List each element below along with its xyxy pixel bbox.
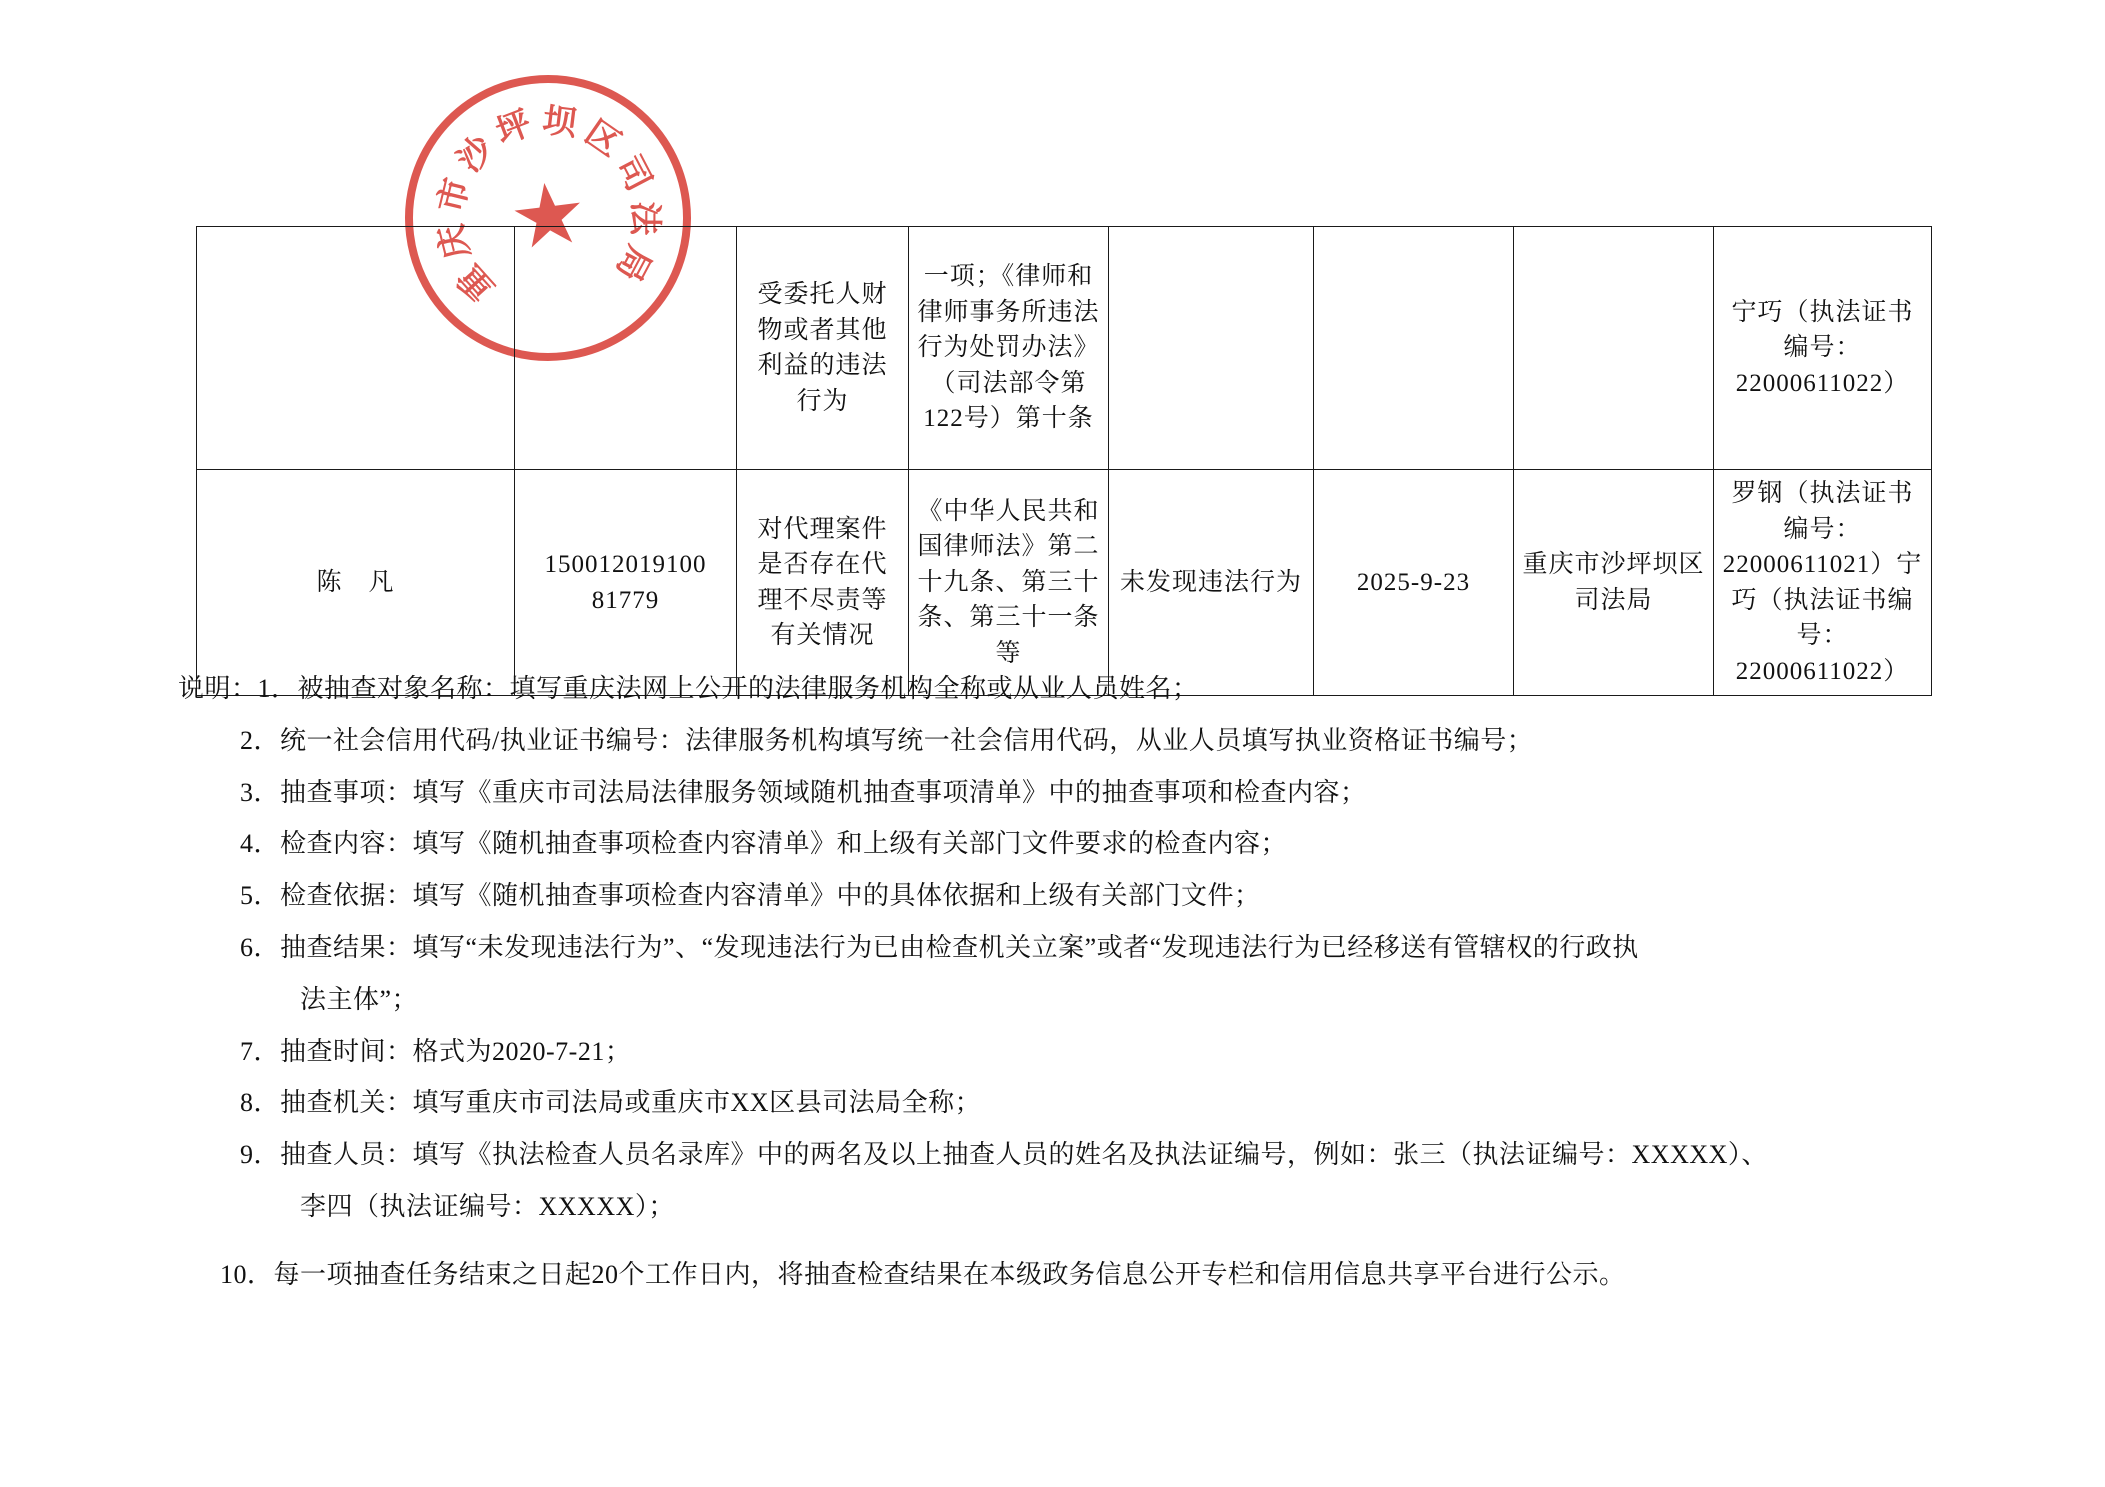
cell-date: 2025-9-23 [1314, 470, 1514, 696]
cell-code: 150012019100 81779 [515, 470, 737, 696]
note-number: 6． [240, 932, 281, 962]
seal-char: 沙 [450, 129, 502, 180]
seal-char: 坝 [540, 102, 579, 144]
note-item [178, 827, 1938, 861]
note-number: 9． [240, 1140, 281, 1170]
note-item [178, 1258, 1938, 1292]
cell-inspectors: 罗钢（执法证书编号：22000611021）宁巧（执法证书编号：22000611022） [1714, 470, 1932, 696]
note-item [178, 931, 1938, 965]
note-text: 检查内容：填写《随机抽查事项检查内容清单》和上级有关部门文件要求的检查内容； [280, 829, 1288, 859]
cell-item: 受委托人财物或者其他利益的违法行为 [737, 227, 909, 470]
cell-result: 未发现违法行为 [1109, 470, 1314, 696]
cell-result [1109, 227, 1314, 470]
cell-name [197, 227, 515, 470]
seal-char: 坪 [491, 104, 537, 152]
note-item [178, 1138, 1938, 1172]
seal-char: 法 [625, 201, 663, 236]
note-text: 法主体”； [300, 984, 419, 1014]
cell-code [515, 227, 737, 470]
note-number: 4． [240, 829, 281, 859]
note-text: 抽查事项：填写《重庆市司法局法律服务领域随机抽查事项清单》中的抽查事项和检查内容； [280, 777, 1367, 807]
seal-char: 局 [608, 239, 658, 287]
seal-char: 司 [608, 149, 658, 198]
notes-label: 说明： [178, 674, 258, 703]
note-text: 统一社会信用代码/执业证书编号：法律服务机构填写统一社会信用代码，从业人员填写执业资格证书编号； [280, 725, 1534, 755]
note-number: 10． [220, 1259, 274, 1289]
notes-section [178, 672, 1938, 1310]
cell-basis: 《中华人民共和国律师法》第二十九条、第三十条、第三十一条等 [909, 470, 1109, 696]
note-text: 李四（执法证编号：XXXXX）； [300, 1191, 675, 1221]
seal-char: 市 [432, 174, 477, 217]
note-item [178, 1035, 1938, 1069]
inspection-record-table [196, 226, 1932, 696]
note-continuation [178, 983, 1938, 1017]
seal-char: 庆 [432, 220, 478, 263]
note-number: 2． [240, 725, 281, 755]
cell-name: 陈 凡 [197, 470, 515, 696]
note-item [178, 1086, 1938, 1120]
cell-basis: 一项；《律师和律师事务所违法行为处罚办法》（司法部令第122号）第十条 [909, 227, 1109, 470]
table-row [197, 470, 1932, 696]
note-text: 抽查机关：填写重庆市司法局或重庆市XX区县司法局全称； [280, 1088, 982, 1118]
note-number: 7． [240, 1036, 281, 1066]
seal-star-icon: ★ [504, 163, 593, 269]
note-item [178, 724, 1938, 758]
note-number: 8． [240, 1088, 281, 1118]
cell-date [1314, 227, 1514, 470]
note-text: 抽查时间：格式为2020-7-21； [280, 1036, 632, 1066]
note-text: 抽查人员：填写《执法检查人员名录库》中的两名及以上抽查人员的姓名及执法证编号，例如：张三（执法证编号：XXXXX）、 [280, 1140, 1768, 1170]
note-item [178, 776, 1938, 810]
cell-organ [1514, 227, 1714, 470]
note-number: 5． [240, 881, 281, 911]
note-item [178, 879, 1938, 913]
cell-organ: 重庆市沙坪坝区司法局 [1514, 470, 1714, 696]
note-text: 检查依据：填写《随机抽查事项检查内容清单》中的具体依据和上级有关部门文件； [280, 881, 1261, 911]
seal-char: 区 [578, 114, 628, 164]
cell-item: 对代理案件是否存在代理不尽责等有关情况 [737, 470, 909, 696]
note-item [178, 672, 1938, 706]
cell-inspectors: 宁巧（执法证书编号：22000611022） [1714, 227, 1932, 470]
note-text: 被抽查对象名称：填写重庆法网上公开的法律服务机构全称或从业人员姓名； [297, 674, 1199, 703]
note-number: 3． [240, 777, 281, 807]
note-text: 每一项抽查任务结束之日起20个工作日内，将抽查检查结果在本级政务信息公开专栏和信用信息共享平台进行公示。 [273, 1259, 1626, 1289]
table-row [197, 227, 1932, 470]
note-text: 抽查结果：填写“未发现违法行为”、“发现违法行为已由检查机关立案”或者“发现违法行为已经移送有管辖权的行政执 [280, 932, 1639, 962]
note-number: 1． [257, 674, 298, 703]
note-continuation [178, 1190, 1938, 1224]
seal-char: 重 [451, 257, 502, 308]
